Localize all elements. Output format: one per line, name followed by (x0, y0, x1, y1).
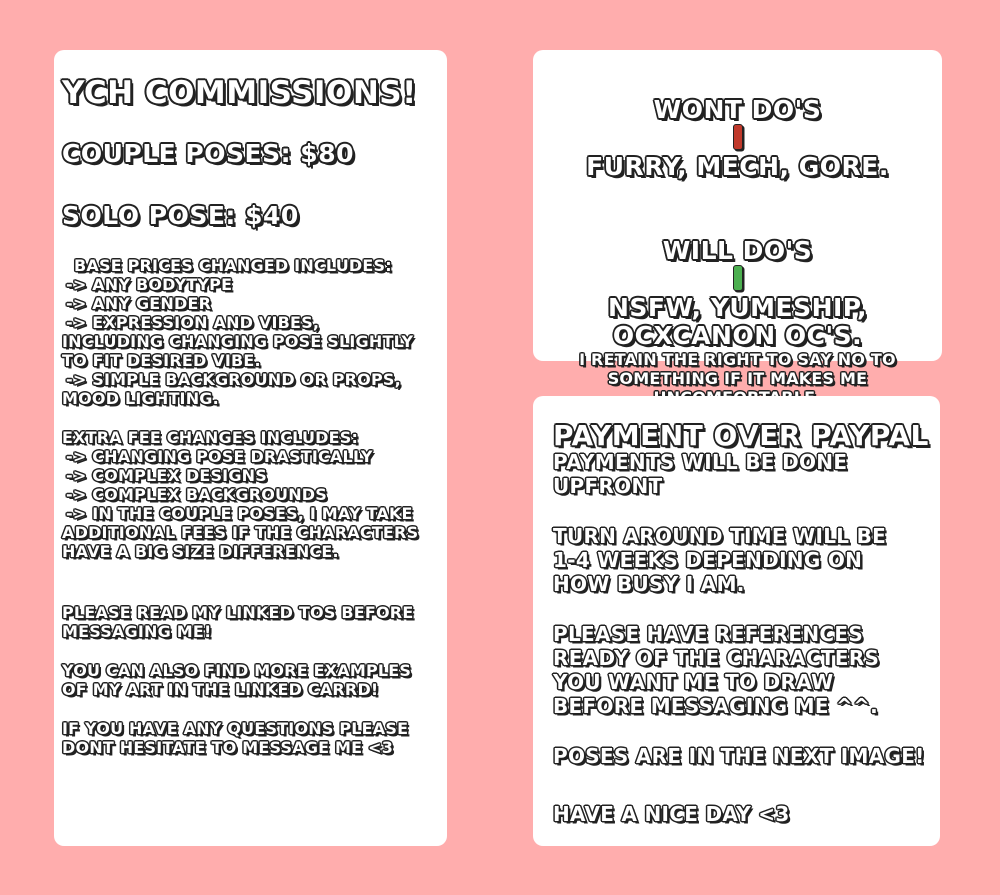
wont-will-card (533, 50, 942, 388)
extra-fee-item: -> COMPLEX DESIGNS (66, 466, 267, 485)
will-do-label: WILL DO'S (662, 236, 813, 265)
solo-pose-price: SOLO POSE: $40 (62, 201, 299, 230)
extra-fee-item: -> CHANGING POSE DRASTICALLY (66, 447, 373, 466)
extra-fee-item: -> COMPLEX BACKGROUNDS (66, 485, 328, 504)
base-price-item: -> EXPRESSION AND VIBES, INCLUDING CHANGING POSE SLIGHTLY TO FIT DESIRED VIBE. (62, 313, 414, 370)
base-price-item: -> SIMPLE BACKGROUND OR PROPS, MOOD LIGHTING. (62, 370, 401, 408)
base-price-section (62, 256, 422, 408)
wont-do-marker (733, 124, 743, 150)
base-price-item: -> ANY BODYTYPE (66, 275, 233, 294)
wont-do-list (541, 68, 934, 181)
payment-subtitle: PAYMENTS WILL BE DONE UPFRONT (553, 450, 848, 498)
wont-do-label: WONT DO'S (653, 95, 822, 124)
closing-note: HAVE A NICE DAY <3 (553, 802, 790, 826)
extra-fee-heading: EXTRA FEE CHANGES INCLUDES: (62, 428, 359, 447)
wont-do-items: FURRY, MECH, GORE. (586, 152, 889, 181)
questions-note: IF YOU HAVE ANY QUESTIONS PLEASE DONT HESITATE TO MESSAGE ME <3 (62, 719, 409, 757)
extra-fee-item: -> IN THE COUPLE POSES, I MAY TAKE ADDITIONAL FEES IF THE CHARACTERS HAVE A BIG SIZE DIFFERENCE. (62, 504, 419, 561)
base-price-item: -> ANY GENDER (66, 294, 212, 313)
payment-title: PAYMENT OVER PAYPAL (553, 419, 929, 452)
will-do-list (541, 209, 934, 350)
turnaround-line: 1-4 WEEKS DEPENDING ON HOW BUSY I AM. (553, 548, 863, 596)
will-do-items: NSFW, YUMESHIP, OCXCANON OC'S. (607, 293, 868, 350)
disclaimer: I RETAIN THE RIGHT TO SAY NO TO SOMETHING IF IT MAKES ME (579, 350, 896, 388)
payment-info-card (533, 396, 940, 846)
poses-note: POSES ARE IN THE NEXT IMAGE! (553, 744, 925, 768)
base-price-heading: BASE PRICES CHANGED INCLUDES: (74, 256, 392, 275)
references-note: PLEASE HAVE REFERENCES READY OF THE CHARACTERS YOU WANT ME TO DRAW BEFORE MESSAGING ME ^^. (553, 622, 880, 718)
turnaround-note (553, 524, 913, 596)
will-do-marker (733, 265, 743, 291)
carrd-note: YOU CAN ALSO FIND MORE EXAMPLES OF MY ART IN THE LINKED CARRD! (62, 661, 412, 699)
commission-title: YCH COMMISSIONS! (62, 75, 417, 111)
turnaround-line: TURN AROUND TIME WILL BE (553, 524, 887, 548)
couple-pose-price: COUPLE POSES: $80 (62, 139, 354, 168)
tos-note: PLEASE READ MY LINKED TOS BEFORE MESSAGING ME! (62, 603, 414, 641)
extra-fee-section (62, 428, 422, 561)
ych-info-card (54, 50, 447, 846)
